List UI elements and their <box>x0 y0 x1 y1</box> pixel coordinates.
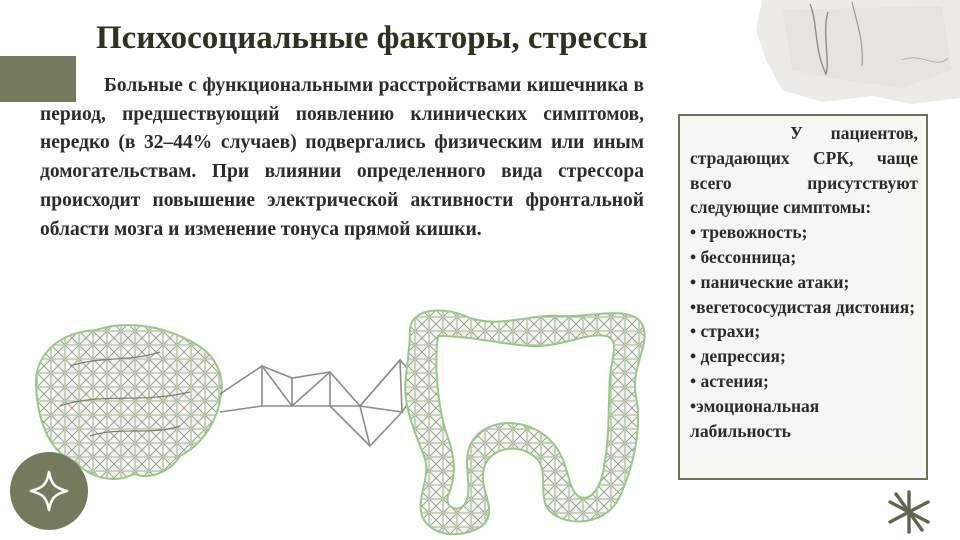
symptom-list <box>690 220 918 443</box>
slide-title: Психосоциальные факторы, стрессы <box>96 20 648 56</box>
symptoms-info-box <box>678 114 928 480</box>
body-paragraph: Больные с функциональными расстройствами кишечника в период, предшествующий появлению клинических симптомов, нередко (в 32–44% случаев) подвергались физическим или иным домогательствам. При влиянии определенного вида стрессора происходит повышение электрической активности фронтальной области мозга и изменение тонуса прямой кишки. <box>40 75 644 240</box>
brain-gut-mesh-illustration <box>30 296 658 540</box>
list-item: • бессонница; <box>690 246 797 267</box>
list-item: • астения; <box>690 370 769 391</box>
list-item: •вегетососудистая дистония; <box>690 296 916 317</box>
four-point-star-icon <box>10 452 88 530</box>
list-item: • панические атаки; <box>690 271 850 292</box>
list-item: •эмоциональная лабильность <box>690 395 820 441</box>
asterisk-icon <box>884 488 934 536</box>
paper-texture-decoration <box>752 0 960 108</box>
info-box-intro: У пациентов, страдающих СРК, чаще всего присутствуют следующие симптомы: <box>690 123 918 218</box>
list-item: • страхи; <box>690 321 761 342</box>
decorative-circle <box>10 452 88 530</box>
list-item: • депрессия; <box>690 346 786 367</box>
list-item: • тревожность; <box>690 222 808 243</box>
